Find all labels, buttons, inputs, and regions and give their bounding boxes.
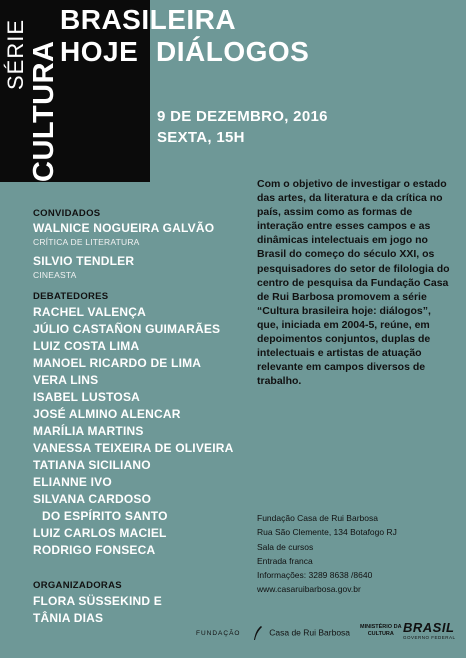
venue-entry: Entrada franca <box>257 555 313 566</box>
brasil-sub: GOVERNO FEDERAL <box>403 635 456 640</box>
quill-icon <box>253 626 263 640</box>
debater-name: JOSÉ ALMINO ALENCAR <box>33 407 181 421</box>
debaters-list <box>33 304 234 559</box>
ministry-line1: MINISTÉRIO DA <box>360 624 402 630</box>
ministry-logo <box>360 624 402 638</box>
debater-name: RACHEL VALENÇA <box>33 305 147 319</box>
brasileira-title: BRASILEIRA <box>60 4 237 35</box>
brasil-word: BRASIL <box>403 620 455 635</box>
debater-name: LUIZ CARLOS MACIEL <box>33 526 167 540</box>
venue-address: Rua São Clemente, 134 Botafogo RJ <box>257 527 397 538</box>
venue-room: Sala de cursos <box>257 541 314 552</box>
event-date: 9 DE DEZEMBRO, 2016 <box>157 108 328 125</box>
dialogos-title: DIÁLOGOS <box>156 36 310 67</box>
cultura-label: CULTURA <box>28 40 60 182</box>
debater-name: ISABEL LUSTOSA <box>33 390 141 404</box>
debaters-label: DEBATEDORES <box>33 291 109 302</box>
guest-name: SILVIO TENDLER <box>33 254 135 268</box>
footer-logos <box>0 610 466 658</box>
debater-name: VERA LINS <box>33 373 99 387</box>
fcrb-logo <box>196 626 350 640</box>
venue-info <box>257 511 397 597</box>
venue-name: Fundação Casa de Rui Barbosa <box>257 513 378 523</box>
debater-name: MANOEL RICARDO DE LIMA <box>33 356 202 370</box>
brasil-logo <box>403 620 456 640</box>
event-time: SEXTA, 15H <box>157 129 245 146</box>
guest-role: CRÍTICA DE LITERATURA <box>33 237 140 247</box>
organizer-name: FLORA SÜSSEKIND E <box>33 594 162 608</box>
debater-name: VANESSA TEIXEIRA DE OLIVEIRA <box>33 441 234 455</box>
debater-name: ELIANNE IVO <box>33 475 112 489</box>
fcrb-name: Casa de Rui Barbosa <box>269 627 351 638</box>
hoje-title: HOJE <box>60 36 139 67</box>
ministry-line2: CULTURA <box>367 631 394 637</box>
venue-website[interactable]: www.casaruibarbosa.gov.br <box>257 584 361 595</box>
debater-name: JÚLIO CASTAÑON GUIMARÃES <box>33 322 221 336</box>
debater-name: TATIANA SICILIANO <box>33 458 151 472</box>
guest-name: WALNICE NOGUEIRA GALVÃO <box>33 221 215 235</box>
guests-label: CONVIDADOS <box>33 208 101 219</box>
serie-label: SÉRIE <box>3 18 28 90</box>
event-datetime <box>157 106 328 148</box>
fcrb-prefix: FUNDAÇÃO <box>196 630 241 638</box>
debater-name: LUIZ COSTA LIMA <box>33 339 140 353</box>
event-description: Com o objetivo de investigar o estado das artes, da literatura e da crítica no país, assim como as formas de interação entre esses campos e as dinâmicas intelectuais em jogo no Brasil do começo do século XXI, os pesquisadores do setor de filologia do centro de pesquisa da Fundação Casa de Rui Barbosa promovem a série “Cultura brasileira hoje: diálogos”, que, iniciada em 2004-5, reúne, em depoimentos conjuntos, duplas de intelectuais e artistas de atuação relevante em campos diversos de trabalho. <box>257 178 450 388</box>
debater-name: SILVANA CARDOSO <box>33 492 152 506</box>
debater-name: MARÍLIA MARTINS <box>33 424 144 438</box>
organizers-label: ORGANIZADORAS <box>33 580 122 591</box>
debater-name: DO ESPÍRITO SANTO <box>42 509 168 523</box>
organizer-name: TÂNIA DIAS <box>33 611 104 625</box>
venue-phone: Informações: 3289 8638 /8640 <box>257 570 373 581</box>
debater-name: RODRIGO FONSECA <box>33 543 156 557</box>
guest-role: CINEASTA <box>33 270 77 280</box>
